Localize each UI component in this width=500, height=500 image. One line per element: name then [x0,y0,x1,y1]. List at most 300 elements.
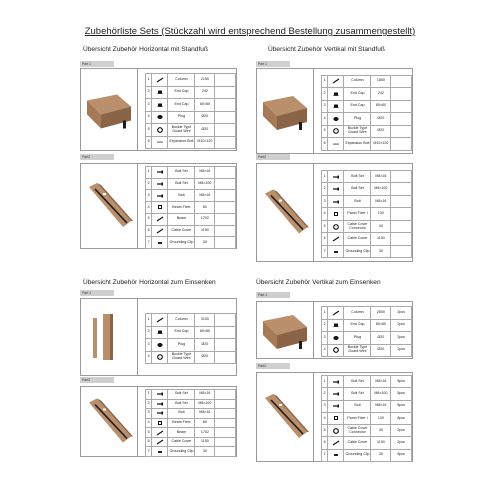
packaged-part-image [83,69,135,150]
row-index: 2 [146,326,152,339]
part-icon-cell [328,170,344,183]
part-qty [391,233,412,246]
table-row [146,99,236,112]
table-row [322,113,412,126]
part-icon-cell [328,344,344,357]
part-size: Ø20 [371,344,391,357]
beam-icon [156,430,164,436]
row-index: 2 [146,86,152,99]
part-2-label: Part2 [256,363,290,369]
part-icon-cell [152,418,168,428]
part-2-label: Part2 [256,154,290,160]
parts-table [321,170,412,259]
part-size: 30 [195,237,215,249]
part-size: 80×80 [371,100,391,113]
part-2-label: Part2 [80,154,114,160]
part-name: Grounding Clip [168,237,195,249]
grounding-clip-icon [332,452,340,458]
part-1-label: Part 1 [256,292,290,298]
part-name: End Cap [344,100,371,113]
buckle-type-guard-wire-icon [156,354,164,360]
bolt-set-icon [332,391,340,397]
table-row [322,376,412,388]
part-qty [215,190,236,202]
table-row [322,425,412,437]
part-icon-cell [328,113,344,126]
part-name: Beam Fixer [168,418,195,428]
part-qty [391,220,412,233]
part-name: Buckle Type Guard Wire [344,125,371,138]
part-qty [215,418,236,428]
part-qty [215,178,236,190]
part-name: Column [344,75,371,88]
part-1-label: Part 1 [256,61,290,67]
packaged-part-image [83,299,135,375]
table-row [146,74,236,87]
part-icon-cell [328,100,344,113]
table-row [322,307,412,320]
section-title: Übersicht Zubehör Horizontal mit Standfuß [83,46,208,53]
table-row [146,225,236,237]
part-qty [215,314,236,327]
part-1-label: Part 1 [80,61,114,67]
buckle-type-guard-wire-icon [332,128,340,134]
row-index: 7 [322,449,328,461]
part-name: Bolt [344,195,371,208]
part-name: Column [168,74,195,87]
table-row [322,100,412,113]
part-qty [215,351,236,364]
packaged-part-image [259,69,311,153]
part-size: Ø20 [371,125,391,138]
table-row [322,245,412,258]
page-title: Zubehörliste Sets (Stückzahl wird entsprechend Bestellung zusammengestellt) [84,26,416,37]
part-qty [215,437,236,447]
part-icon-cell [152,178,168,190]
part-name: End Cap [168,99,195,112]
packaged-part-image [259,302,311,358]
parts-table [145,73,236,149]
row-index: 2 [322,183,328,196]
part-icon-cell [328,307,344,320]
table-row [322,183,412,196]
product-photo [81,164,138,248]
part-qty [215,111,236,124]
panel-fixer-i-icon [332,415,340,421]
part-qty: 2pcs [391,319,412,332]
row-index: 3 [146,190,152,202]
packaged-part-image [259,373,311,461]
packaged-part-image [83,164,135,248]
bolt-icon [156,410,164,416]
part-qty: 8pcs [391,388,412,400]
row-index: 6 [322,138,328,151]
buckle-type-guard-wire-icon [332,347,340,353]
bolt-set-icon [332,186,340,192]
part-size: Ø20 [371,332,391,345]
table-row [146,167,236,179]
table-row [322,75,412,88]
parts-table [145,166,236,249]
table-row [322,388,412,400]
part-qty [215,399,236,409]
part-size: 1150 [195,225,215,237]
row-index: 4 [322,412,328,424]
section-title: Übersicht Zubehör Horizontal zum Einsenken [83,279,216,286]
part-size: 2150 [195,74,215,87]
cable-cover-icon [156,439,164,445]
table-row [146,390,236,400]
row-index: 4 [146,418,152,428]
part-qty [215,124,236,137]
end-cap-icon [332,103,340,109]
part-size: 60 [195,202,215,214]
product-photo [81,299,138,375]
table-row [146,314,236,327]
row-index: 4 [146,351,152,364]
part-name: End Cap [344,88,371,101]
part-qty [391,138,412,151]
part-size: 242 [371,88,391,101]
part-name: Panel Fixer I [344,208,371,221]
table-row [146,339,236,352]
part-qty [391,183,412,196]
part-name: Expansion Bolt [168,136,195,149]
part-icon-cell [152,326,168,339]
bolt-set-icon [156,169,164,175]
part-name: Plug [344,113,371,126]
row-index: 3 [322,332,328,345]
grounding-clip-icon [156,449,164,455]
part-size: 1150 [371,233,391,246]
table-row [322,125,412,138]
row-index: 2 [322,88,328,101]
table-row [322,208,412,221]
table-row [322,332,412,345]
part-2-label: Part2 [80,377,114,383]
row-index: 5 [322,425,328,437]
column-icon [156,77,164,83]
part-icon-cell [152,314,168,327]
parts-table [321,75,412,151]
column-icon [332,78,340,84]
part-size: 60 [195,418,215,428]
packaged-part-image [259,164,311,261]
row-index: 3 [146,99,152,112]
row-index: 5 [146,213,152,225]
part-icon-cell [328,376,344,388]
beam-fixer-icon [156,204,164,210]
part-name: Expansion Bolt [344,138,371,151]
table-row [146,190,236,202]
part-icon-cell [328,449,344,461]
part-qty [391,100,412,113]
row-index: 7 [146,447,152,457]
column-icon [156,317,164,323]
part-name: Grounding Clip [344,449,371,461]
part-name: Beam [168,213,195,225]
plug-icon [156,342,164,348]
part-size: M8×16 [195,390,215,400]
part-name: Cable Cover [168,437,195,447]
part-size: 1150 [195,437,215,447]
part-name: Bolt [168,190,195,202]
part-size: 30 [371,245,391,258]
row-index: 4 [322,208,328,221]
part-size: M8×16 [371,376,391,388]
part-icon-cell [152,124,168,137]
part-size: M8×16 [371,170,391,183]
parts-table [145,389,236,457]
row-index: 3 [146,339,152,352]
part-icon-cell [328,138,344,151]
row-index: 1 [146,314,152,327]
part-icon-cell [152,167,168,179]
plug-icon [332,116,340,122]
part-qty [215,428,236,438]
expansion-bolt-icon [156,139,164,145]
cable-cover-icon [156,228,164,234]
part-name: Buckle Type Guard Wire [344,344,371,357]
part-size: Ø20 [195,351,215,364]
table-row [322,400,412,412]
part-size: 3100 [195,314,215,327]
row-index: 1 [322,75,328,88]
product-photo [81,387,138,456]
row-index: 5 [322,220,328,233]
part-name: Grounding Clip [344,245,371,258]
part-size: 130 [371,412,391,424]
table-row [322,437,412,449]
part-icon-cell [152,202,168,214]
row-index: 5 [322,125,328,138]
part-name: Bolt Set [344,170,371,183]
part-qty [391,125,412,138]
packaged-part-image [83,387,135,456]
part-qty [215,136,236,149]
part-1-panel [256,301,413,359]
row-index: 3 [322,195,328,208]
product-photo [257,164,314,261]
bolt-set-icon [332,379,340,385]
part-qty [215,409,236,419]
part-size: M8×16 [195,409,215,419]
row-index: 6 [146,225,152,237]
part-name: Bolt [168,409,195,419]
part-icon-cell [152,213,168,225]
part-icon-cell [328,425,344,437]
part-size: M8×100 [371,388,391,400]
row-index: 1 [146,167,152,179]
part-qty [215,167,236,179]
part-qty: 8pcs [391,449,412,461]
row-index: 4 [322,344,328,357]
part-icon-cell [152,409,168,419]
part-name: Cable Cover [344,233,371,246]
part-icon-cell [328,245,344,258]
part-size: M8×16 [195,167,215,179]
row-index: 6 [322,233,328,246]
part-name: Bolt Set [344,388,371,400]
row-index: 2 [322,319,328,332]
part-name: Column [168,314,195,327]
section-title: Übersicht Zubehör Vertikal zum Einsenken [256,279,381,286]
part-name: Bolt Set [168,399,195,409]
table-row [146,409,236,419]
part-qty [391,75,412,88]
part-qty [391,88,412,101]
part-name: End Cap [344,319,371,332]
part-name: Panel Fixer I [344,412,371,424]
table-row [146,136,236,149]
part-size: 130 [371,208,391,221]
part-icon-cell [152,428,168,438]
part-size: M8×100 [195,178,215,190]
row-index: 2 [146,399,152,409]
part-name: Cable Cover Connector [344,220,371,233]
bolt-set-icon [156,401,164,407]
part-qty [215,74,236,87]
part-icon-cell [152,351,168,364]
part-size: 40 [371,425,391,437]
part-size: Ø20 [195,124,215,137]
table-row [322,449,412,461]
part-name: Bolt [344,400,371,412]
row-index: 1 [146,390,152,400]
part-icon-cell [152,74,168,87]
part-icon-cell [152,399,168,409]
part-size: 1850 [371,75,391,88]
table-row [146,86,236,99]
part-icon-cell [328,75,344,88]
table-row [146,418,236,428]
part-size: M8×16 [195,190,215,202]
row-index: 1 [322,307,328,320]
part-name: Plug [344,332,371,345]
part-size: Ø20 [195,111,215,124]
table-row [146,202,236,214]
part-2-panel [80,163,237,249]
part-icon-cell [328,208,344,221]
part-qty [215,202,236,214]
row-index: 1 [322,170,328,183]
table-row [322,195,412,208]
grounding-clip-icon [156,240,164,246]
table-row [322,170,412,183]
table-row [146,178,236,190]
part-qty: 8pcs [391,376,412,388]
part-icon-cell [152,390,168,400]
table-row [322,138,412,151]
end-cap-icon [332,91,340,97]
part-name: Plug [168,111,195,124]
part-name: Plug [168,339,195,352]
product-photo [257,302,314,358]
part-icon-cell [328,183,344,196]
part-size: 1702 [195,213,215,225]
part-icon-cell [152,225,168,237]
row-index: 7 [322,245,328,258]
part-icon-cell [328,125,344,138]
part-icon-cell [328,88,344,101]
part-qty [215,225,236,237]
table-row [146,213,236,225]
part-qty [391,170,412,183]
part-name: Bolt Set [168,178,195,190]
part-size: M8×16 [371,195,391,208]
table-row [146,111,236,124]
parts-table [321,375,412,462]
part-icon-cell [152,190,168,202]
part-name: Cable Cover [344,437,371,449]
parts-table [145,313,236,364]
part-size: 1702 [195,428,215,438]
product-photo [257,69,314,153]
grounding-clip-icon [332,249,340,255]
plug-icon [156,114,164,120]
part-icon-cell [152,136,168,149]
buckle-type-guard-wire-icon [156,127,164,133]
cable-cover-icon [332,440,340,446]
part-size: Ø20 [195,339,215,352]
part-name: Buckle Type Guard Wire [168,351,195,364]
bolt-icon [332,199,340,205]
row-index: 6 [322,437,328,449]
part-2-panel [256,372,413,462]
part-icon-cell [328,400,344,412]
end-cap-icon [156,89,164,95]
table-row [322,319,412,332]
part-size: 80×80 [195,326,215,339]
cable-cover-icon [332,236,340,242]
bolt-set-icon [156,391,164,397]
part-icon-cell [152,339,168,352]
part-1-panel [256,68,413,154]
row-index: 1 [322,376,328,388]
part-size: 1150 [371,437,391,449]
part-icon-cell [328,319,344,332]
part-1-panel [80,68,237,151]
part-icon-cell [328,332,344,345]
part-name: Column [344,307,371,320]
part-qty: 2pcs [391,344,412,357]
part-qty [215,86,236,99]
table-row [146,428,236,438]
table-row [322,233,412,246]
cable-cover-connector-icon [332,224,340,230]
bolt-set-icon [332,174,340,180]
part-icon-cell [152,437,168,447]
part-icon-cell [328,220,344,233]
part-icon-cell [328,437,344,449]
part-size: 242 [195,86,215,99]
part-icon-cell [152,237,168,249]
part-1-label: Part 1 [80,290,114,296]
part-qty [215,99,236,112]
part-name: Grounding Clip [168,447,195,457]
part-name: End Cap [168,86,195,99]
part-qty: 8pcs [391,400,412,412]
row-index: 2 [322,388,328,400]
part-size: Ø20 [371,113,391,126]
row-index: 4 [322,113,328,126]
bolt-icon [332,403,340,409]
part-name: Cable Cover Connector [344,425,371,437]
row-index: 4 [146,202,152,214]
beam-fixer-icon [156,420,164,426]
product-photo [257,373,314,461]
table-row [322,412,412,424]
